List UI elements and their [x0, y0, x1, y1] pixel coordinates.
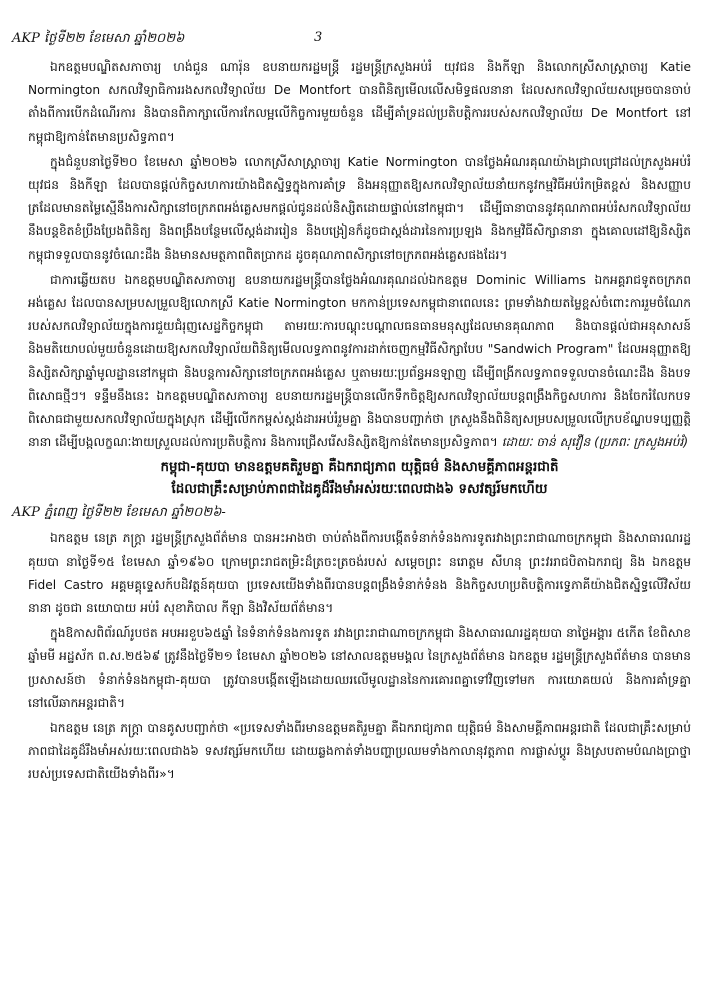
page-header — [12, 30, 695, 50]
article2-headline-line2: ដែលជាគ្រឹះសម្រាប់ភាពជាដៃគូដ៏រឹងមាំអស់រយៈពេលជាង៦ ទសវត្សរ៍មកហើយ — [171, 482, 548, 498]
article2-paragraph-3: ឯកឧត្តម នេត្រ ភក្ត្រា បានគូសបញ្ជាក់ថា «ប្រទេសទាំងពីរមានឧត្តមគតិរួមគ្នា គឺឯករាជ្យភាព យុត្តិធម៌ និងសាមគ្គីភាពអន្តរជាតិ ដែលជាគ្រឹះសម្រាប់ភាពជាដៃគូដ៏រឹងមាំអស់រយៈពេលជាង៦ ទសវត្សរ៍មកហើយ ដោយឆ្លងកាត់ទាំងបញ្ហាប្រឈមទាំងកាលានុវត្តភាព ការផ្លាស់ប្តូរ និងស្របតាមបំណងប្រាថ្នារបស់ប្រទេសជាតិយើងទាំងពីរ»។ — [28, 721, 691, 782]
article1-paragraph-2: ក្នុងជំនួបនាថ្ងៃទី២០ ខែមេសា ឆ្នាំ២០២៦ លោកស្រីសាស្ត្រាចារ្យ Katie Normington បានថ្លែងអំណរគុណយ៉ាងជ្រាលជ្រៅដល់ក្រសួងអប់រំ យុវជន និងកីឡា ដែលបានផ្តល់កិច្ចសហការយ៉ាងជិតស្និទ្ធក្នុងការគាំទ្រ និងអនុញ្ញាតឱ្យសកលវិទ្យាល័យនាំយកនូវកម្មវិធីអប់រំកម្រិតខ្ពស់ និងសញ្ញាបត្រដែលមានតម្លៃស្មើនឹងការសិក្សានៅចក្រភពអង់គ្លេសមកផ្តល់ជូនដល់និស្សិតដោយផ្ទាល់នៅកម្ពុជា។ ដើម្បីធានាបាននូវគុណភាពអប់រំសកលវិទ្យាល័យនឹងបន្តខិតខំប្រឹងប្រែងពិនិត្យ និងពង្រឹងបន្ថែមលើស្ដង់ដាររៀន និងបង្រៀនក៏ដូចជាស្តង់ដារនៃការប្រឡង និងកម្មវិធីសិក្សានានា ក្នុងគោលដៅឱ្យនិស្សិតកម្ពុជាទទួលបាននូវចំណេះដឹង និងមានសមត្ថភាពពិតប្រាកដ ដូចគុណភាពសិក្សានៅចក្រភពអង់គ្លេសផងដែរ។ — [28, 154, 691, 262]
article2-dateline: AKP ភ្នំពេញ ថ្ងៃទី២២ ខែមេសា ឆ្នាំ២០២៦- — [12, 505, 226, 521]
header-dateline: AKP ថ្ងៃទី២២ ខែមេសា ឆ្នាំ២០២៦ — [12, 31, 185, 46]
article2-paragraph-1: ឯកឧត្តម នេត្រ ភក្ត្រា រដ្ឋមន្ត្រីក្រសួងព័ត៌មាន បានអះអាងថា ចាប់តាំងពីការបង្កើតទំនាក់ទំនងការទូតរវាងព្រះរាជាណាចក្រកម្ពុជា និងសាធារណរដ្ឋគុយបា នាថ្ងៃទី១៥ ខែមេសា ឆ្នាំ១៩៦០ ក្រោមព្រះរាជតម្រិះដ៏ត្រចះត្រចង់របស់ សម្តេចព្រះ នរោត្តម សីហនុ ព្រះវររាជបិតាឯករាជ្យ និង ឯកឧត្តម Fidel Castro អគ្គមគ្គុទ្ទេសក៍បដិវត្តន៍គុយបា ប្រទេសយើងទាំងពីរបានបន្តពង្រឹងទំនាក់ទំនង និងកិច្ចសហប្រតិបត្តិការទ្វេភាគីយ៉ាងជិតស្និទ្ធលើវិស័យនានា ដូចជា នយោបាយ អប់រំ សុខាភិបាល កីឡា និងវិស័យព័ត៌មាន។ — [28, 531, 691, 616]
article1-paragraph-3 — [28, 269, 691, 455]
page-number: 3 — [314, 30, 323, 45]
article1-paragraph-3-text: ជាការឆ្លើយតប ឯកឧត្តមបណ្ឌិតសភាចារ្យ ឧបនាយករដ្ឋមន្ត្រីបានថ្លែងអំណរគុណដល់ឯកឧត្តម Dominic Williams ឯកអគ្គរាជទូតចក្រភពអង់គ្លេស ដែលបានសម្របសម្រួលឱ្យលោកស្រី Katie Normington មកកាន់ប្រទេសកម្ពុជានាពេលនេះ ព្រមទាំងវាយតម្លៃខ្ពស់ចំពោះការរួមចំណែករបស់សកលវិទ្យាល័យក្នុងការជួយជំរុញសេដ្ឋកិច្ចកម្ពុជា តាមរយៈការបណ្តុះបណ្តាលធនធានមនុស្សដែលមានគុណភាព និងបានផ្តល់ជាអនុសាសន៍ និងមតិយោបល់មួយចំនួនដោយឱ្យសកលវិទ្យាល័យពិនិត្យមើលលទ្ធភាពនូវការដាក់ចេញកម្មវិធីសិក្សាបែប "Sandwich Program" ដែលអនុញ្ញាតឱ្យនិស្សិតសិក្សាឆ្នាំមូលដ្ឋាននៅកម្ពុជា និងបន្តការសិក្សានៅចក្រភពអង់គ្លេស ឬតាមរយៈប្រព័ន្ធអនឡាញ ដើម្បីពង្រីកលទ្ធភាពទទួលបានចំណេះដឹង និងបទពិសោធថ្មីៗ។ ទន្ទឹមនឹងនេះ ឯកឧត្តមបណ្ឌិតសភាចារ្យ ឧបនាយករដ្ឋមន្ត្រីបានលើកទឹកចិត្តឱ្យសកលវិទ្យាល័យបន្តពង្រឹងកិច្ចសហការ និងចែករំលែកបទពិសោធជាមួយសកលវិទ្យាល័យក្នុងស្រុក ដើម្បីលើកកម្ពស់ស្តង់ដារអប់រំរួមគ្នា និងបានបញ្ជាក់ថា ក្រសួងនឹងពិនិត្យសម្របសម្រួលលើក្របខ័ណ្ឌបទប្បញ្ញត្តិនានា ដើម្បីបង្កលក្ខណៈងាយស្រួលដល់ការប្រតិបត្តិការ និងការជ្រើសរើសនិស្សិតឱ្យកាន់តែមានប្រសិទ្ធភាព។ — [28, 272, 691, 450]
article2-headline-line1: កម្ពុជា-គុយបា មានឧត្តមគតិរួមគ្នា គឺឯករាជ្យភាព យុត្តិធម៌ និងសាមគ្គីភាពអន្តរជាតិ — [160, 460, 559, 476]
page-content — [12, 56, 691, 789]
article1-paragraph-1: ឯកឧត្តមបណ្ឌិតសភាចារ្យ ហង់ជួន ណារ៉ុន ឧបនាយករដ្ឋមន្ត្រី រដ្ឋមន្ត្រីក្រសួងអប់រំ យុវជន និងកីឡា និងលោកស្រីសាស្ត្រាចារ្យ Katie Normington សកលវិទ្យាធិការរងសកលវិទ្យាល័យ De Montfort បានពិនិត្យមើលលើសមិទ្ធផលនានា ដែលសកលវិទ្យាល័យសម្រេចបានចាប់តាំងពីការបើកដំណើរការ និងបានពិភាក្សាលើការកែលម្អលើកិច្ចការមួយចំនួន ដើម្បីគាំទ្រដល់ប្រតិបត្តិការរបស់សកលវិទ្យាល័យ De Montfort នៅកម្ពុជាឱ្យកាន់តែមានប្រសិទ្ធភាព។ — [28, 60, 691, 144]
article2-headline — [28, 457, 691, 501]
article2-paragraph-2: ក្នុងឱកាសពិព័រណ៍រូបថត អបអរខួប៦៥ឆ្នាំ នៃទំនាក់ទំនងការទូត រវាងព្រះរាជាណាចក្រកម្ពុជា និងសាធារណរដ្ឋគុយបា នាថ្ងៃអង្គារ ៥កើត ខែពិសាខ ឆ្នាំមមី អដ្ឋស័ក ព.ស.២៥៦៩ ត្រូវនឹងថ្ងៃទី២១ ខែមេសា ឆ្នាំ២០២៦ នៅសាលឧត្តមមង្គល នៃក្រសួងព័ត៌មាន ឯកឧត្តម រដ្ឋមន្ត្រីក្រសួងព័ត៌មាន បានមានប្រសាសន៍ថា ទំនាក់ទំនងកម្ពុជា-គុយបា ត្រូវបានបង្កើតឡើងដោយឈរលើមូលដ្ឋាននៃការគោរពគ្នាទៅវិញទៅមក ការយោគយល់ និងការគាំទ្រគ្នានៅលើឆាកអន្តរជាតិ។ — [28, 626, 691, 710]
article1-byline: ដោយៈ ចាន់ សុវឿន (ប្រភពៈ ក្រសួងអប់រំ) — [501, 435, 689, 450]
